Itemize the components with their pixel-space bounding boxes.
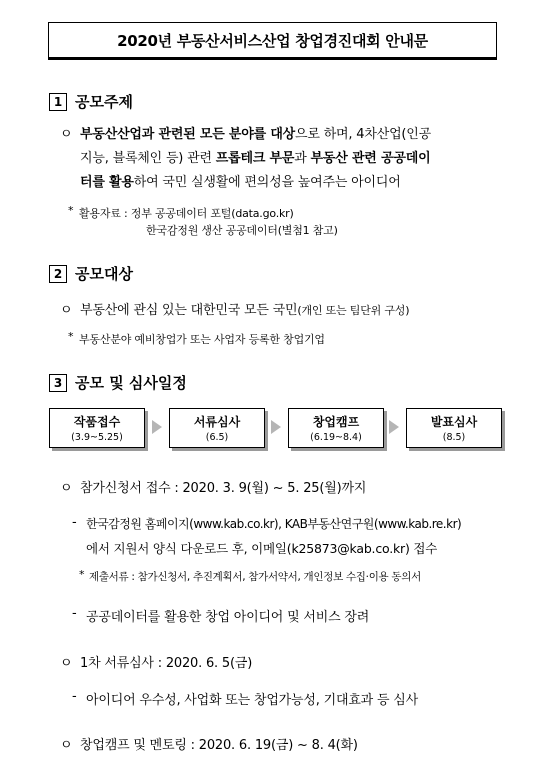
topic-line-1 [80,123,431,142]
schedule-step-startup-camp [288,408,384,448]
topic-line-2 [80,147,430,166]
topic-text: 으로 하며, 4차산업(인공 [295,127,432,142]
application-period: 참가신청서 접수 : 2020. 3. 9(월) ~ 5. 25(월)까지 [80,481,367,496]
step-date: (8.5) [442,432,466,443]
topic-emphasis: 부동산 관련 공공데이 [310,151,431,166]
arrow-right-icon [271,420,281,434]
schedule-step-submission [49,408,145,448]
section-title: 공모주제 [75,93,133,111]
section-heading-3 [49,372,187,393]
topic-emphasis: 터를 활용 [80,175,134,190]
schedule-step-presentation [406,408,502,448]
required-documents: 제출서류 : 참가신청서, 추진계획서, 참가서약서, 개인정보 수집·이용 동의서 [89,571,421,583]
step-title: 서류심사 [193,415,241,429]
page-title: 2020년 부동산서비스산업 창업경진대회 안내문 [48,22,497,57]
data-source-note: 활용자료 : 정부 공공데이터 포털(data.go.kr) [79,207,294,220]
section-number: 3 [49,374,67,392]
topic-text: 지능, 블록체인 등) 관련 [80,151,216,166]
bullet-icon: ㅇ [60,303,73,318]
step-title: 작품접수 [73,415,121,429]
section-number: 2 [49,265,67,283]
section-heading-1 [49,91,133,112]
section-number: 1 [49,93,67,111]
eligibility-detail: (개인 또는 팀단위 구성) [297,304,410,317]
arrow-right-icon [389,420,399,434]
note-mark: * [68,330,74,343]
bullet-icon: ㅇ [60,127,73,142]
eligibility-line [80,299,409,318]
topic-line-3 [80,171,401,190]
bullet-icon: ㅇ [60,738,73,753]
step-title: 발표심사 [430,415,478,429]
step-date: (3.9~5.25) [71,432,123,443]
topic-emphasis: 부동산산업과 관련된 모든 분야를 대상 [80,127,296,142]
topic-emphasis: 프롭테크 부문 [215,151,295,166]
dash-mark: - [72,689,77,704]
note-mark: * [68,204,74,217]
step-title: 창업캠프 [312,415,360,429]
application-detail: 한국감정원 홈페이지(www.kab.co.kr), KAB부동산연구원(www.kab.re.kr) [86,517,462,531]
step-date: (6.5) [205,432,229,443]
bullet-icon: ㅇ [60,481,73,496]
title-underline [48,57,497,60]
application-detail: 에서 지원서 양식 다운로드 후, 이메일(k25873@kab.co.kr) 접수 [86,541,438,556]
dash-mark: - [72,606,77,621]
review-criteria: 아이디어 우수성, 사업화 또는 창업가능성, 기대효과 등 심사 [86,693,418,708]
section-title: 공모대상 [75,265,133,283]
dash-mark: - [72,515,77,530]
note-mark: * [79,568,85,581]
section-heading-2 [49,263,133,284]
bullet-icon: ㅇ [60,656,73,671]
section-title: 공모 및 심사일정 [75,374,187,392]
application-detail: 공공데이터를 활용한 창업 아이디어 및 서비스 장려 [86,610,370,625]
arrow-right-icon [152,420,162,434]
eligibility-note: 부동산분야 예비창업가 또는 사업자 등록한 창업기업 [79,333,325,346]
step-date: (6.19~8.4) [310,432,362,443]
camp-period: 창업캠프 및 멘토링 : 2020. 6. 19(금) ~ 8. 4(화) [80,738,358,753]
eligibility-text: 부동산에 관심 있는 대한민국 모든 국민 [80,303,298,318]
topic-text: 하여 국민 실생활에 편의성을 높여주는 아이디어 [133,175,401,190]
data-source-note: 한국감정원 생산 공공데이터(별첨1 참고) [146,224,338,237]
document-review-date: 1차 서류심사 : 2020. 6. 5(금) [80,656,253,671]
topic-text: 과 [294,151,311,166]
schedule-step-document-review [169,408,265,448]
